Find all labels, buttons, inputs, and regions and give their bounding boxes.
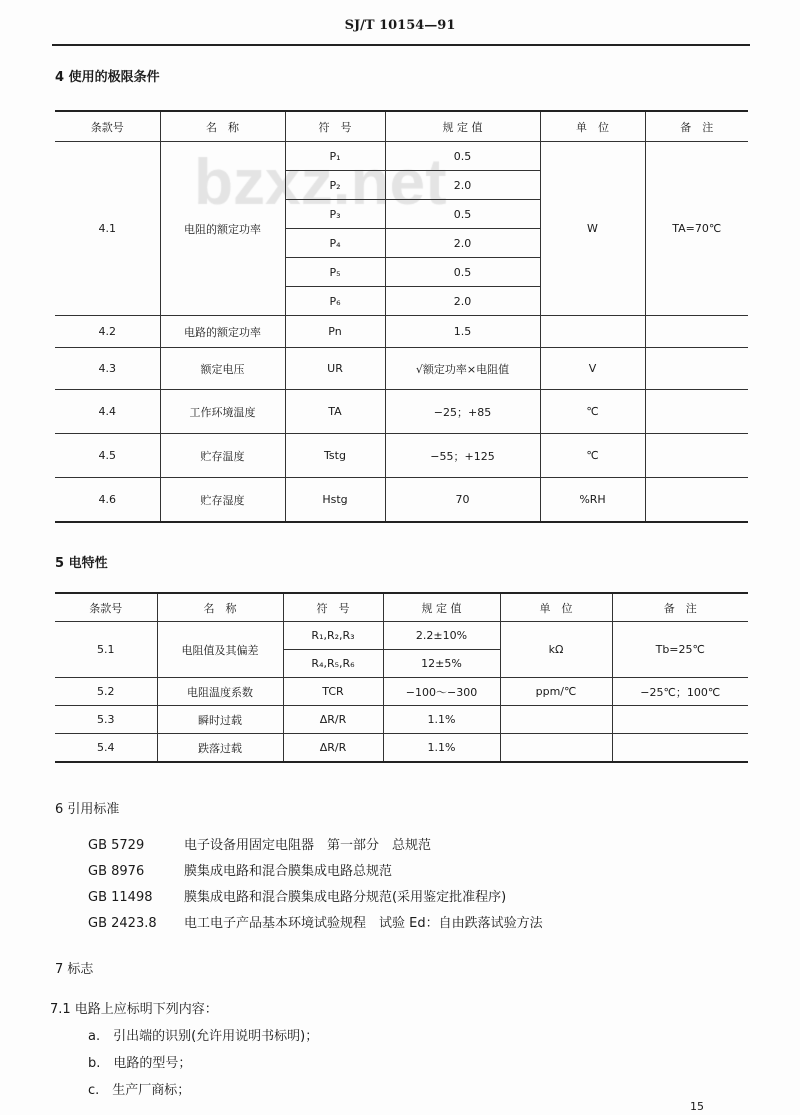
standard-number-header: SJ/T 10154—91 (344, 18, 456, 33)
unit-cell (500, 706, 612, 734)
note-cell (645, 434, 748, 478)
no-cell: 4.4 (55, 390, 160, 434)
no-cell: 4.5 (55, 434, 160, 478)
column-header: 条款号 (55, 111, 160, 142)
unit-cell: ℃ (540, 390, 645, 434)
symbol-cell: R₄,R₅,R₆ (283, 650, 383, 678)
clause-number: 4.1 (55, 142, 160, 316)
table-row (55, 678, 748, 706)
sym-cell: UR (285, 348, 385, 390)
unit-cell: W (540, 142, 645, 316)
sym-cell: ΔR/R (283, 706, 383, 734)
electrical-characteristics-table (55, 592, 748, 763)
symbol-cell: P₄ (285, 229, 385, 258)
sym-cell: Hstg (285, 478, 385, 523)
note-cell: −25℃；100℃ (612, 678, 748, 706)
note-cell (645, 316, 748, 348)
symbol-cell: P₃ (285, 200, 385, 229)
reference-item (88, 834, 431, 853)
name-cell: 跌落过载 (157, 734, 283, 763)
item-name: 电阻值及其偏差 (157, 622, 283, 678)
val-cell: −100～−300 (383, 678, 500, 706)
note-cell (645, 348, 748, 390)
val-cell: −25；+85 (385, 390, 540, 434)
standard-code: GB 5729 (88, 838, 145, 853)
val-cell: −55；+125 (385, 434, 540, 478)
value-cell: 2.0 (385, 287, 540, 316)
column-header: 符 号 (283, 593, 383, 622)
sym-cell: Pn (285, 316, 385, 348)
table-row (55, 316, 748, 348)
note-cell (612, 734, 748, 763)
clause-7-1: 7.1 电路上应标明下列内容： (50, 1002, 218, 1017)
no-cell: 5.4 (55, 734, 157, 763)
unit-cell: ℃ (540, 434, 645, 478)
note-cell (612, 706, 748, 734)
unit-cell (500, 734, 612, 763)
sym-cell: TCR (283, 678, 383, 706)
value-cell: 12±5% (383, 650, 500, 678)
marking-item: a. 引出端的识别(允许用说明书标明)； (88, 1029, 319, 1044)
marking-item: b. 电路的型号； (88, 1056, 192, 1071)
table-row (55, 622, 748, 650)
no-cell: 5.3 (55, 706, 157, 734)
column-header: 名 称 (157, 593, 283, 622)
standard-title: 电工电子产品基本环境试验规程 试验 Ed：自由跌落试验方法 (184, 916, 543, 931)
marking-item: c. 生产厂商标； (88, 1083, 191, 1098)
standard-code: GB 8976 (88, 864, 145, 879)
limit-conditions-table (55, 110, 748, 523)
val-cell: 1.1% (383, 706, 500, 734)
table-row (55, 142, 748, 171)
no-cell: 4.6 (55, 478, 160, 523)
standard-code: GB 11498 (88, 890, 153, 905)
table-row (55, 706, 748, 734)
val-cell: 1.1% (383, 734, 500, 763)
val-cell: 1.5 (385, 316, 540, 348)
symbol-cell: P₅ (285, 258, 385, 287)
column-header: 单 位 (500, 593, 612, 622)
section-5-title: 5 电特性 (55, 556, 108, 571)
standard-title: 膜集成电路和混合膜集成电路分规范(采用鉴定批准程序) (184, 890, 507, 905)
column-header: 规 定 值 (385, 111, 540, 142)
name-cell: 瞬时过载 (157, 706, 283, 734)
page-number: 15 (690, 1100, 704, 1113)
table-row (55, 348, 748, 390)
column-header: 规 定 值 (383, 593, 500, 622)
symbol-cell: P₆ (285, 287, 385, 316)
no-cell: 4.2 (55, 316, 160, 348)
name-cell: 电阻温度系数 (157, 678, 283, 706)
note-cell: Tb=25℃ (612, 622, 748, 678)
header-row (55, 593, 748, 622)
standard-title: 膜集成电路和混合膜集成电路总规范 (184, 864, 393, 879)
standard-title: 电子设备用固定电阻器 第一部分 总规范 (184, 838, 432, 853)
section-7-title: 7 标志 (55, 962, 94, 977)
column-header: 符 号 (285, 111, 385, 142)
val-cell: √额定功率×电阻值 (385, 348, 540, 390)
clause-number: 5.1 (55, 622, 157, 678)
sym-cell: TA (285, 390, 385, 434)
column-header: 名 称 (160, 111, 285, 142)
column-header: 条款号 (55, 593, 157, 622)
value-cell: 0.5 (385, 258, 540, 287)
unit-cell: %RH (540, 478, 645, 523)
table-row (55, 434, 748, 478)
table-row (55, 390, 748, 434)
name-cell: 工作环境温度 (160, 390, 285, 434)
note-cell (645, 478, 748, 523)
table-row (55, 734, 748, 763)
symbol-cell: P₁ (285, 142, 385, 171)
sym-cell: ΔR/R (283, 734, 383, 763)
no-cell: 5.2 (55, 678, 157, 706)
table-row (55, 478, 748, 523)
note-cell: TA=70℃ (645, 142, 748, 316)
column-header: 单 位 (540, 111, 645, 142)
sym-cell: Tstg (285, 434, 385, 478)
section-6-title: 6 引用标准 (55, 802, 120, 817)
section-4-title: 4 使用的极限条件 (55, 70, 160, 85)
column-header: 备 注 (645, 111, 748, 142)
value-cell: 2.0 (385, 171, 540, 200)
item-name: 电阻的额定功率 (160, 142, 285, 316)
no-cell: 4.3 (55, 348, 160, 390)
value-cell: 2.0 (385, 229, 540, 258)
standard-code: GB 2423.8 (88, 916, 157, 931)
unit-cell: kΩ (500, 622, 612, 678)
symbol-cell: P₂ (285, 171, 385, 200)
header-rule (52, 44, 750, 46)
symbol-cell: R₁,R₂,R₃ (283, 622, 383, 650)
column-header: 备 注 (612, 593, 748, 622)
value-cell: 0.5 (385, 142, 540, 171)
name-cell: 电路的额定功率 (160, 316, 285, 348)
unit-cell: ppm/℃ (500, 678, 612, 706)
name-cell: 贮存温度 (160, 434, 285, 478)
unit-cell: V (540, 348, 645, 390)
reference-item (88, 886, 506, 905)
name-cell: 贮存湿度 (160, 478, 285, 523)
val-cell: 70 (385, 478, 540, 523)
value-cell: 2.2±10% (383, 622, 500, 650)
reference-item (88, 860, 392, 879)
unit-cell (540, 316, 645, 348)
header-row (55, 111, 748, 142)
name-cell: 额定电压 (160, 348, 285, 390)
value-cell: 0.5 (385, 200, 540, 229)
note-cell (645, 390, 748, 434)
reference-item (88, 912, 543, 931)
